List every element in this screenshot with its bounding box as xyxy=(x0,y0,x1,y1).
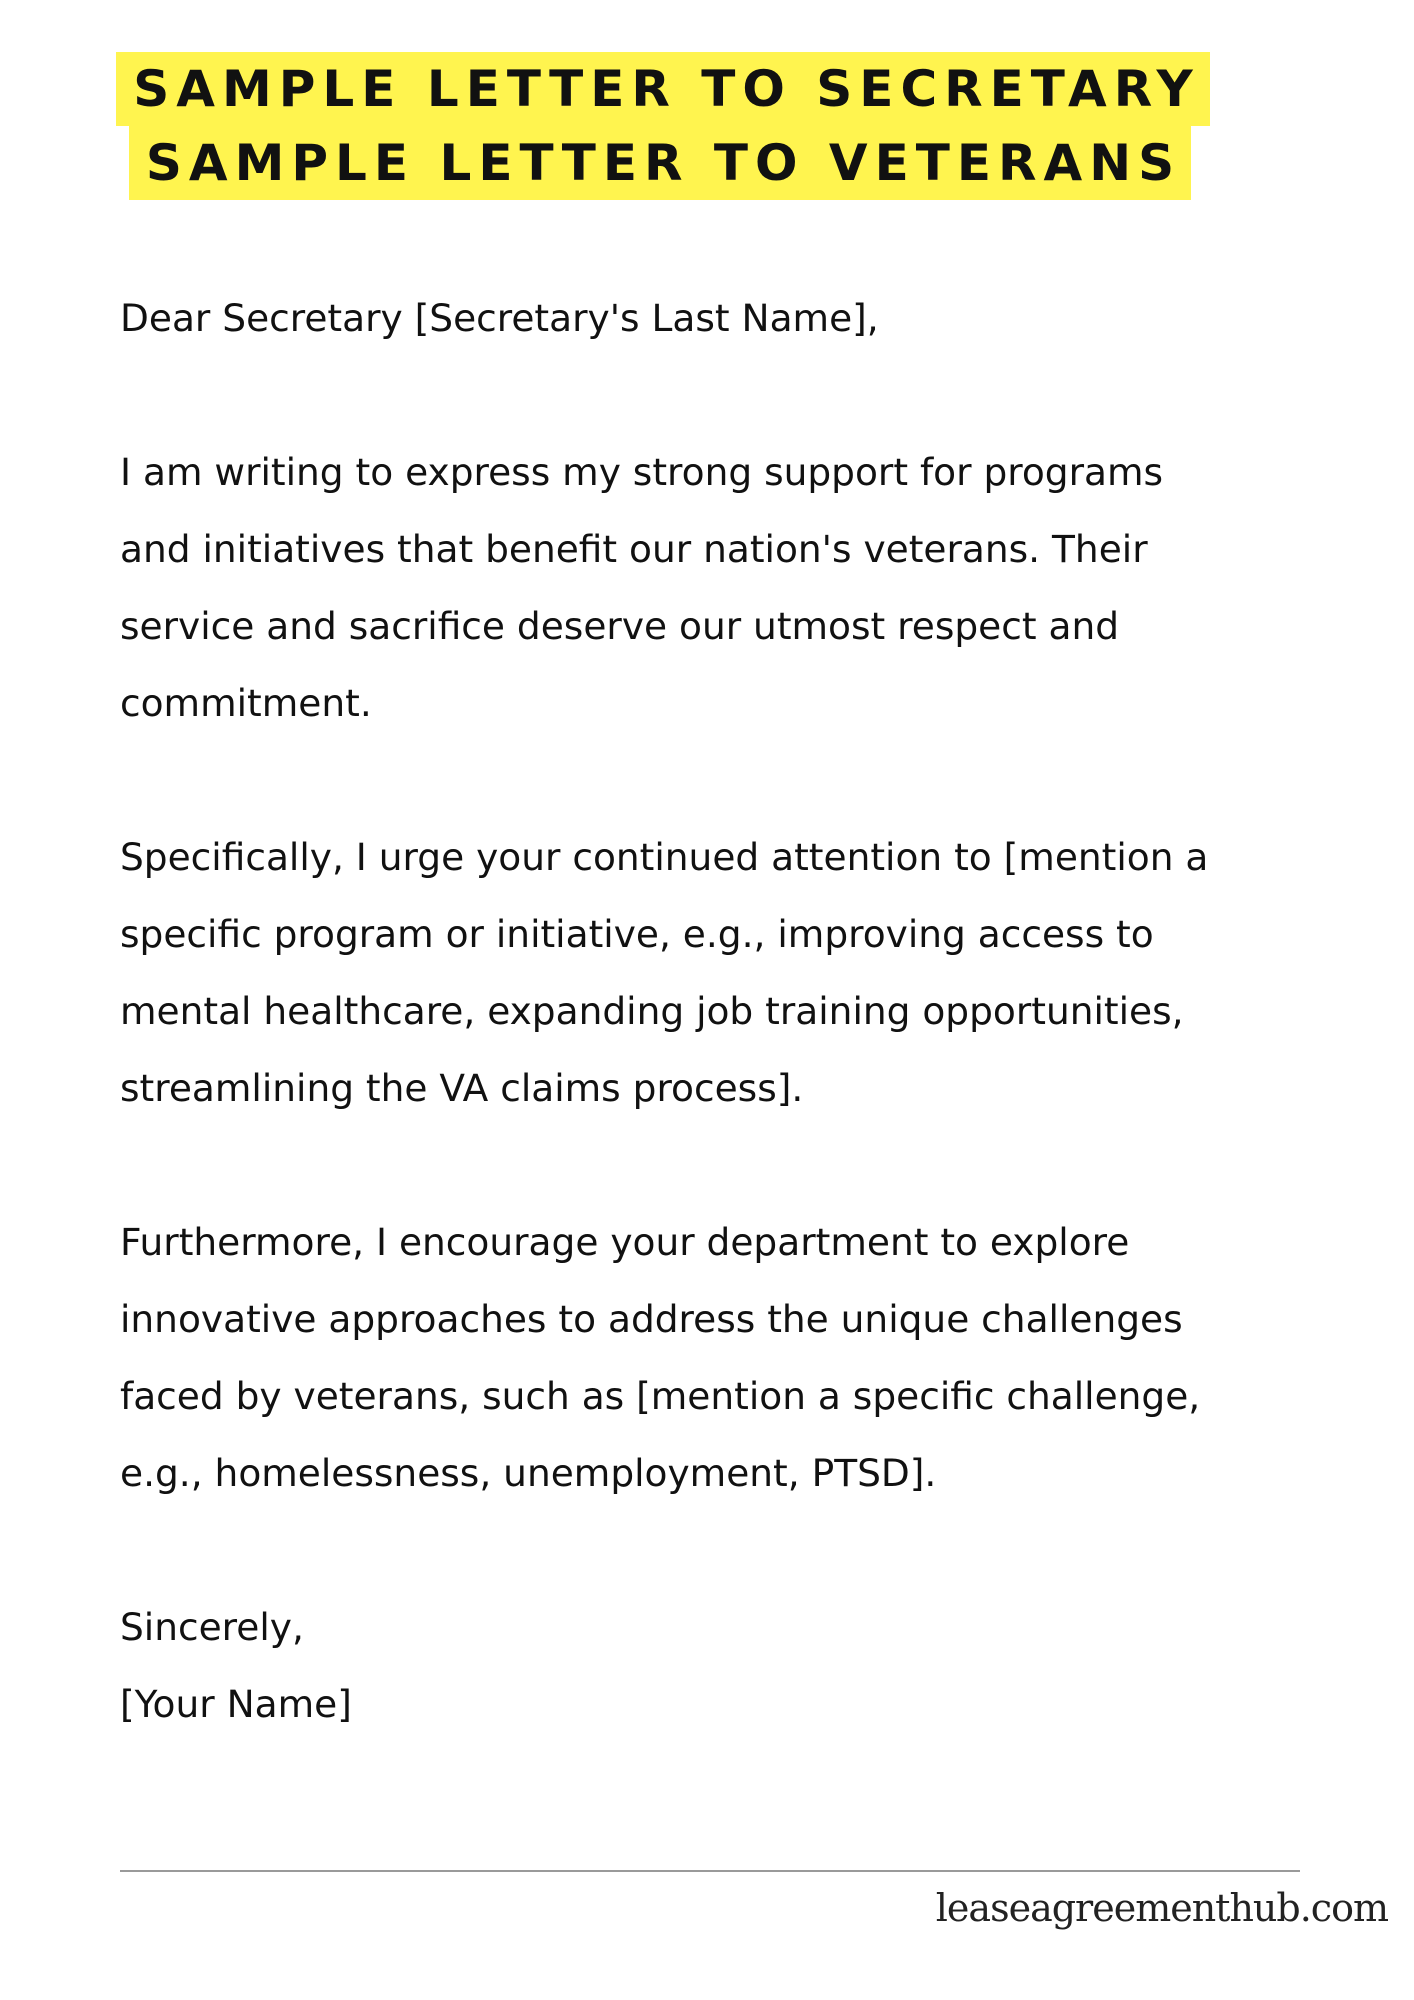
website-footer: leaseagreementhub.com xyxy=(935,1886,1388,1930)
title-line-1: SAMPLE LETTER TO SECRETARY xyxy=(116,52,1209,126)
document-title xyxy=(0,52,1414,200)
footer-divider xyxy=(120,1870,1300,1872)
closing-text: Sincerely, xyxy=(120,1605,304,1649)
letter-body xyxy=(120,280,1360,1743)
paragraph-challenges: Furthermore, I encourage your department to explore innovative approaches to address the unique challenges faced by veterans, such as [mention a specific challenge, e.g., homelessness, unemployment, PTSD]. xyxy=(120,1220,1201,1495)
paragraph-support: I am writing to express my strong support for programs and initiatives that benefit our nation's veterans. Their service and sacrifice deserve our utmost respect and commitment. xyxy=(120,450,1164,725)
signature: [Your Name] xyxy=(120,1682,352,1726)
salutation: Dear Secretary [Secretary's Last Name], xyxy=(120,296,879,340)
paragraph-specific-program: Specifically, I urge your continued attention to [mention a specific program or initiative, e.g., improving access to mental healthcare, expanding job training opportunities, streamlining the VA claims process]. xyxy=(120,835,1209,1110)
closing xyxy=(120,1589,1360,1743)
title-line-2: SAMPLE LETTER TO VETERANS xyxy=(129,126,1191,200)
